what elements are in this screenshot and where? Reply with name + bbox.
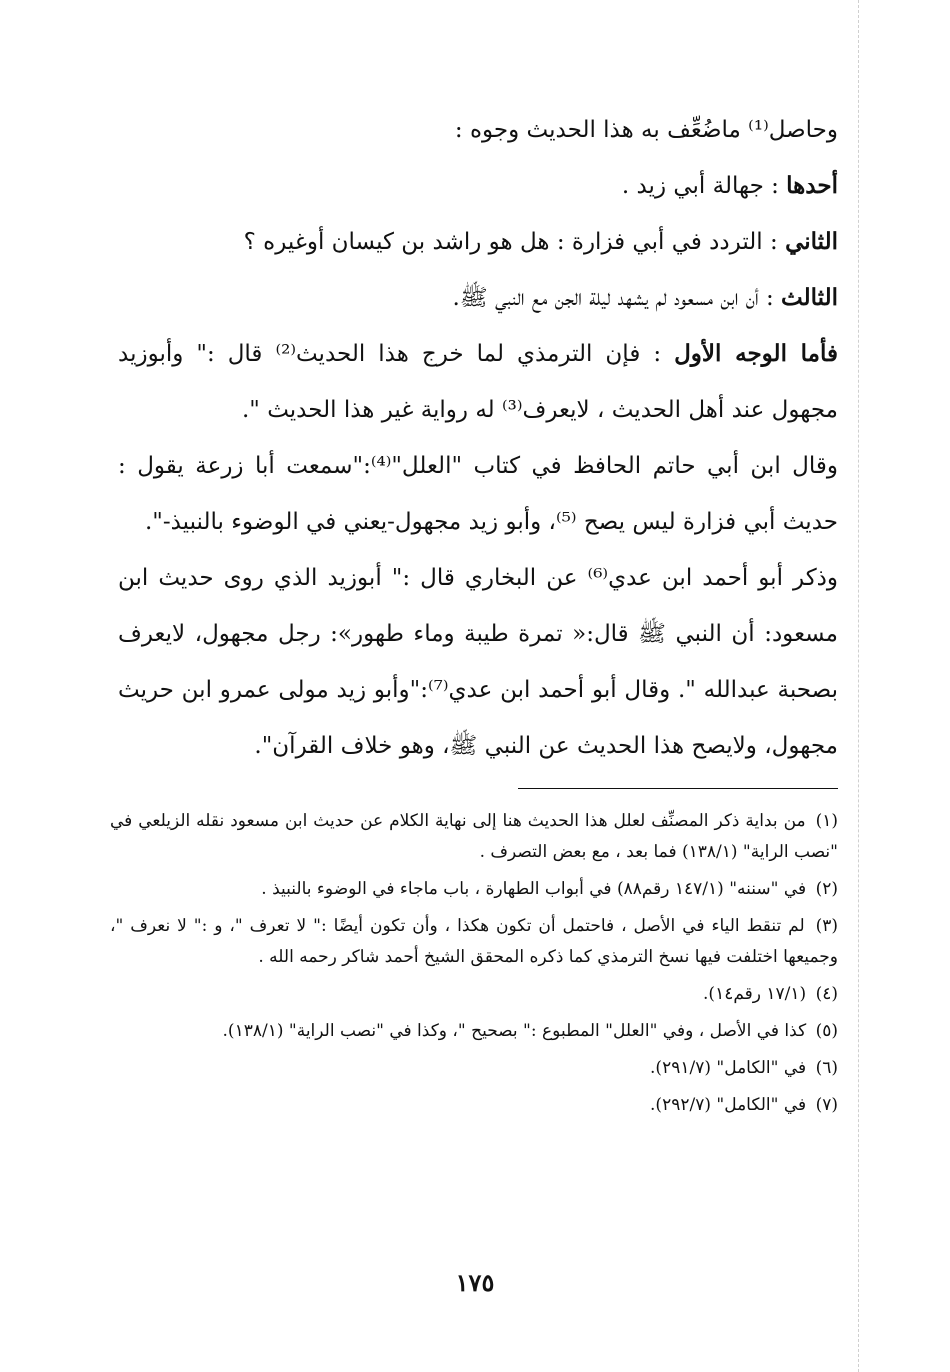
footnote-text: في "الكامل" (٢٩١/٧). [650,1058,807,1078]
footnote-number: (١) [815,811,839,831]
page-number: ١٧٥ [455,1268,495,1297]
first-aspect-text: : فإن الترمذي لما خرج هذا الحديث⁽²⁾ قال :" وأبوزيد مجهول عند أهل الحديث ، لايعرف⁽³⁾ له رواية غير هذا الحديث ". [118,341,838,423]
footnote-number: (٦) [815,1058,838,1078]
footnote-1 [110,806,838,868]
footnote-number: (٧) [815,1095,838,1115]
footnote-7 [110,1090,838,1121]
first-aspect-paragraph [118,326,838,438]
footnote-2 [110,874,838,905]
main-text [118,102,838,774]
footnote-text: لم تنقط الياء في الأصل ، فاحتمل أن تكون هكذا ، وأن تكون أيضًا :" لا تعرف "، و :" لا نعرف "، وجميعها اختلفت فيها نسخ الترمذي كما ذكره المحقق الشيخ أحمد شاكر رحمه الله . [110,916,838,967]
footnote-text: كذا في الأصل ، وفي "العلل" المطبوع :" بصحيح "، وكذا في "نصب الراية" (١٣٨/١). [222,1021,807,1041]
point-three-lead: الثالث [781,284,838,311]
point-three [118,270,838,326]
footnote-separator [518,788,838,789]
point-two [118,214,838,270]
point-two-lead: الثاني [785,228,838,255]
footnote-text: في "الكامل" (٢٩٢/٧). [650,1095,807,1115]
point-one-lead: أحدها [786,172,838,199]
footnotes [110,806,838,1127]
point-two-text: : التردد في أبي فزارة : هل هو راشد بن كيسان أوغيره ؟ [243,229,786,255]
footnote-5 [110,1016,838,1047]
footnote-number: (٢) [815,879,838,899]
scan-margin-line [858,0,859,1372]
ibn-abi-hatim-paragraph: وقال ابن أبي حاتم الحافظ في كتاب "العلل"⁽⁴⁾:"سمعت أبا زرعة يقول : حديث أبي فزارة ليس يصح ⁽⁵⁾، وأبو زيد مجهول-يعني في الوضوء بالنبيذ-". [118,453,838,535]
ibn-adi-paragraph: وذكر أبو أحمد ابن عدي⁽⁶⁾ عن البخاري قال :" أبوزيد الذي روى حديث ابن مسعود: أن النبي ﷺ قال:« تمرة طيبة وماء طهور»: رجل مجهول، لايعرف بصحبة عبدالله ". وقال أبو أحمد ابن عدي⁽⁷⁾:"وأبو زيد مولى عمرو ابن حريث مجهول، ولايصح هذا الحديث عن النبي ﷺ، وهو خلاف القرآن". [118,565,839,759]
first-aspect-lead: فأما الوجه الأول [674,340,838,367]
footnote-text: (١٧/١ رقم١٤). [703,984,807,1004]
intro-paragraph: وحاصل⁽¹⁾ ماضُعِّف به هذا الحديث وجوه : [454,117,838,143]
footnote-text: من بداية ذكر المصنِّف لعلل هذا الحديث هنا إلى نهاية الكلام عن حديث ابن مسعود نقله الزيلعي في "نصب الراية" (١٣٨/١) فما بعد ، مع بعض التصرف . [110,811,838,862]
footnote-number: (٤) [815,984,838,1004]
footnote-text: في "سننه" (١٤٧/١ رقم٨٨) في أبواب الطهارة ، باب ماجاء في الوضوء بالنبيذ . [261,879,807,899]
footnote-3 [110,911,838,973]
point-one-text: : جهالة أبي زيد . [621,173,787,199]
point-three-text: : أن ابن مسعود لم يشهد ليلة الجن مع النبي ﷺ. [452,285,782,311]
footnote-6 [110,1053,838,1084]
point-one [118,158,838,214]
footnote-number: (٣) [815,916,839,936]
footnote-4 [110,979,838,1010]
footnote-number: (٥) [815,1021,838,1041]
